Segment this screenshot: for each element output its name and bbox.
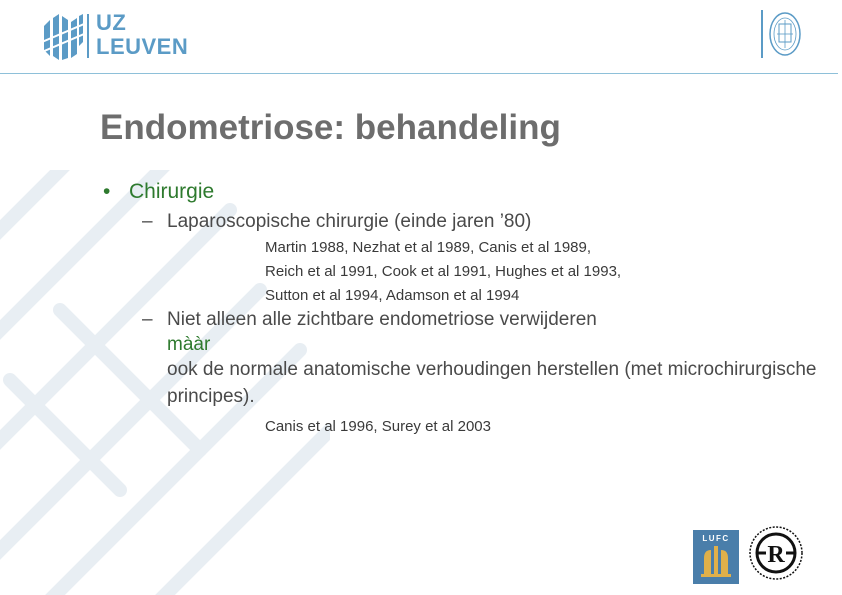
bullet-chirurgie: [103, 180, 214, 204]
sub-bullet-text: Niet alleen alle zichtbare endometriose verwijderen: [167, 309, 597, 330]
reference-line: Martin 1988, Nezhat et al 1989, Canis et al 1989,: [265, 239, 592, 256]
bullet-label: Chirurgie: [129, 180, 215, 203]
dash-icon: –: [142, 211, 153, 232]
reference-line: Reich et al 1991, Cook et al 1991, Hughes et al 1993,: [265, 263, 622, 280]
ku-leuven-seal-icon: [768, 10, 802, 58]
sub-bullet-continuation: ook de normale anatomische verhoudingen herstellen (met microchirurgische principes).: [167, 359, 817, 407]
slide-title: Endometriose: behandeling: [100, 108, 561, 147]
quality-seal-icon: [748, 523, 804, 583]
header-rule: [0, 73, 838, 74]
lufc-logo: [693, 530, 739, 584]
reference-line: Canis et al 1996, Surey et al 2003: [265, 418, 491, 435]
sub-bullet-niet-alleen: [142, 306, 822, 410]
logo-divider: [87, 14, 89, 58]
emphasis-maar: mààr: [167, 334, 211, 355]
svg-text:R: R: [767, 542, 785, 568]
references-laparoscopie: [265, 236, 621, 308]
uz-leuven-logo-icon: [42, 12, 84, 62]
reference-line: Sutton et al 1994, Adamson et al 1994: [265, 287, 520, 304]
logo-line-uz: UZ: [96, 10, 127, 35]
logo-line-leuven: LEUVEN: [96, 34, 189, 59]
bullet-dot-icon: •: [103, 180, 111, 203]
sub-bullet-laparoscopie: [142, 208, 531, 235]
svg-text:LUFC: LUFC: [702, 534, 730, 543]
sub-bullet-text: Laparoscopische chirurgie (einde jaren ’80): [167, 211, 532, 232]
uz-leuven-logo-text: [96, 11, 188, 59]
references-herstel: [265, 415, 491, 439]
seal-divider: [761, 10, 763, 58]
dash-icon: –: [142, 309, 153, 330]
